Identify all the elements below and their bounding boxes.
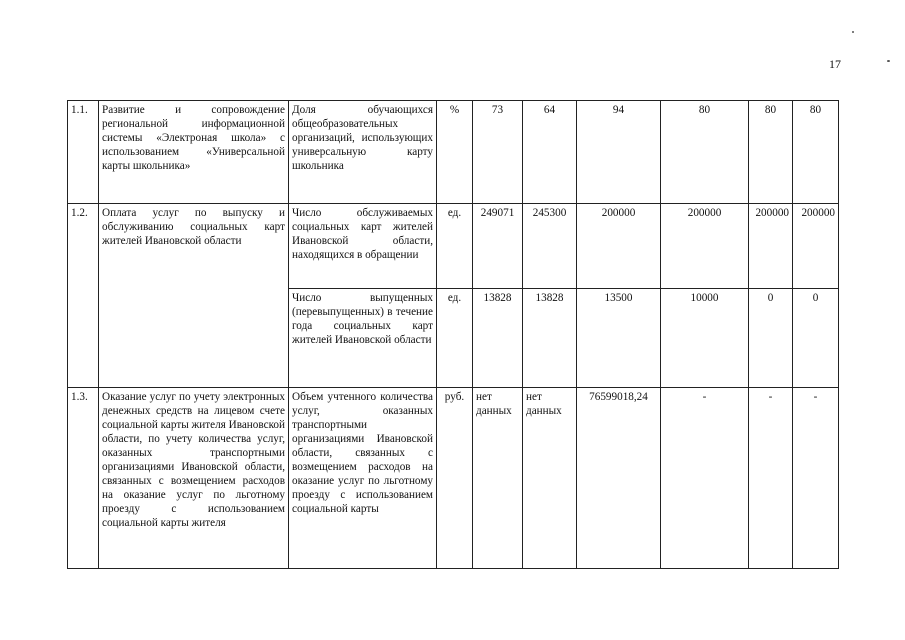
value-col-2: 245300 [523, 204, 577, 289]
table-row-1-1 [68, 101, 839, 204]
value-col-3: 94 [577, 101, 661, 204]
row-number: 1.1. [68, 101, 99, 204]
value-col-1: нет данных [473, 388, 523, 569]
value-col-1: 249071 [473, 204, 523, 289]
value-col-6: 0 [793, 289, 839, 388]
event-description: Оплата услуг по выпуску и обслуживанию социальных карт жителей Ивановской области [99, 204, 289, 388]
value-col-5: 200000 [749, 204, 793, 289]
value-col-2: нет данных [523, 388, 577, 569]
indicator-name: Число обслуживаемых социальных карт жителей Ивановской области, находящихся в обращении [289, 204, 437, 289]
indicator-name: Объем учтенного количества услуг, оказанных транспортными организациями Ивановской области, связанных с возмещением расходов на оказание услуг по льготному проезду с использованием социальной карты [289, 388, 437, 569]
value-col-3: 200000 [577, 204, 661, 289]
value-col-2: 13828 [523, 289, 577, 388]
value-col-4: 200000 [661, 204, 749, 289]
indicator-name: Число выпущенных (перевыпущенных) в течение года социальных карт жителей Ивановской области [289, 289, 437, 388]
table-row-1-2 [68, 204, 839, 289]
row-number: 1.2. [68, 204, 99, 388]
event-description: Развитие и сопровождение региональной информационной системы «Электроная школа» с использованием «Универсальной карты школьника» [99, 101, 289, 204]
indicator-unit: ед. [437, 289, 473, 388]
scan-speck [852, 31, 854, 33]
value-col-4: 10000 [661, 289, 749, 388]
value-col-6: 80 [793, 101, 839, 204]
page-number: 17 [829, 57, 841, 71]
value-col-6: - [793, 388, 839, 569]
indicator-unit: % [437, 101, 473, 204]
value-col-1: 13828 [473, 289, 523, 388]
value-col-5: 0 [749, 289, 793, 388]
indicator-name: Доля обучающихся общеобразовательных организаций, использующих универсальную карту школьника [289, 101, 437, 204]
value-col-5: - [749, 388, 793, 569]
value-col-3: 76599018,24 [577, 388, 661, 569]
value-col-6: 200000 [793, 204, 839, 289]
value-col-2: 64 [523, 101, 577, 204]
value-col-5: 80 [749, 101, 793, 204]
indicators-table [67, 100, 839, 569]
value-col-3: 13500 [577, 289, 661, 388]
value-col-4: 80 [661, 101, 749, 204]
scan-speck [887, 60, 890, 62]
indicator-unit: руб. [437, 388, 473, 569]
value-col-4: - [661, 388, 749, 569]
value-col-1: 73 [473, 101, 523, 204]
indicator-unit: ед. [437, 204, 473, 289]
event-description: Оказание услуг по учету электронных денежных средств на лицевом счете социальной карты жителя Ивановской области, по учету количества услуг, оказанных транспортными организациями Ивановской области, связанных с возмещением расходов на оказание услуг по льготному проезду с использованием социальной карты жителя [99, 388, 289, 569]
table-row-1-3 [68, 388, 839, 569]
row-number: 1.3. [68, 388, 99, 569]
